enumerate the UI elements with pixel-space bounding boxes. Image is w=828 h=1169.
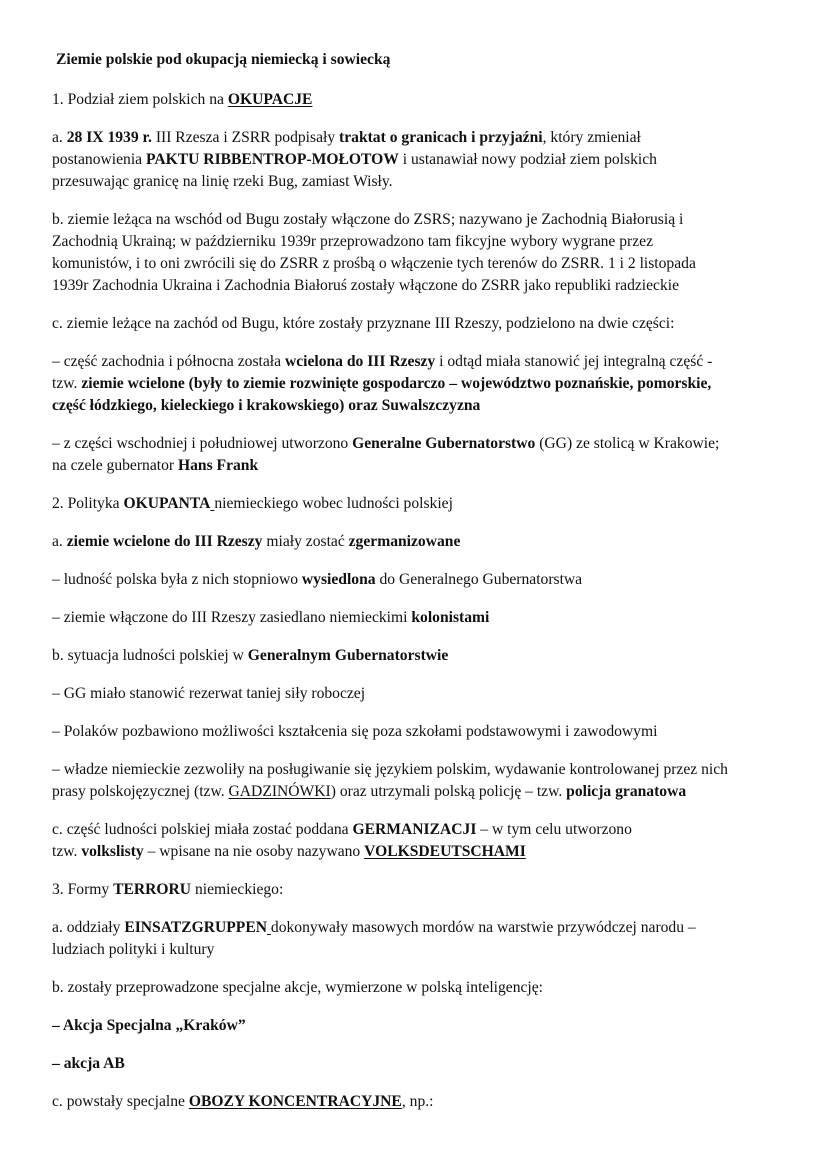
bold-text: traktat o granicach i przyjaźni bbox=[339, 129, 543, 146]
bold-underlined-text: OKUPACJE bbox=[227, 91, 313, 108]
text-segment: ludziach polityki i kultury bbox=[52, 941, 215, 958]
bold-text: część łódzkiego, kieleckiego i krakowskiego) oraz Suwalszczyzna bbox=[52, 397, 481, 414]
paragraph bbox=[52, 209, 792, 297]
paragraph bbox=[52, 917, 792, 961]
text-segment: postanowienia bbox=[52, 151, 146, 168]
text-segment: miały zostać bbox=[262, 533, 349, 550]
bold-text: policja granatowa bbox=[566, 783, 687, 800]
text-segment: b. ziemie leżąca na wschód od Bugu zostały włączone do ZSRS; nazywano je Zachodnią Białorusią i bbox=[52, 211, 684, 228]
bold-text: volkslisty bbox=[81, 843, 144, 860]
text-segment: – w tym celu utworzono bbox=[476, 821, 632, 838]
paragraph bbox=[52, 1053, 792, 1075]
bold-text: GERMANIZACJI bbox=[352, 821, 477, 838]
text-segment: – władze niemieckie zezwoliły na posługiwanie się językiem polskim, wydawanie kontrolowanej przez nich bbox=[52, 761, 728, 778]
text-segment: – ludność polska była z nich stopniowo bbox=[52, 571, 302, 588]
bold-text: ziemie wcielone (były to ziemie rozwinięte gospodarczo – województwo poznańskie, pomorskie, bbox=[81, 375, 712, 392]
bold-text: Generalne Gubernatorstwo bbox=[352, 435, 536, 452]
text-segment: c. część ludności polskiej miała zostać poddana bbox=[52, 821, 353, 838]
paragraph bbox=[52, 819, 792, 863]
text-segment: 1. Podział ziem polskich na bbox=[52, 91, 228, 108]
bold-text: – Akcja Specjalna „Kraków” bbox=[52, 1017, 246, 1034]
bold-text: kolonistami bbox=[411, 609, 490, 626]
text-segment: a. oddziały bbox=[52, 919, 125, 936]
paragraph bbox=[52, 433, 792, 477]
text-segment: niemieckiego: bbox=[191, 881, 284, 898]
text-segment: Zachodnią Ukrainą; w październiku 1939r przeprowadzono tam fikcyjne wybory wygrane przez bbox=[52, 233, 653, 250]
paragraph bbox=[52, 1015, 792, 1037]
paragraph bbox=[52, 721, 792, 743]
paragraph bbox=[52, 493, 792, 515]
bold-text: wysiedlona bbox=[301, 571, 376, 588]
text-segment: do Generalnego Gubernatorstwa bbox=[375, 571, 583, 588]
text-segment: – ziemie włączone do III Rzeszy zasiedlano niemieckimi bbox=[52, 609, 412, 626]
text-segment: , który zmieniał bbox=[542, 129, 641, 146]
underlined-text: GADZINÓWKI bbox=[228, 783, 331, 800]
text-segment: – GG miało stanowić rezerwat taniej siły roboczej bbox=[52, 685, 366, 702]
document bbox=[52, 49, 792, 1129]
bold-text: – akcja AB bbox=[52, 1055, 125, 1072]
bold-text: 28 IX 1939 r. bbox=[66, 129, 152, 146]
text-segment: ) oraz utrzymali polską policję – tzw. bbox=[330, 783, 567, 800]
text-segment: (GG) ze stolicą w Krakowie; bbox=[535, 435, 720, 452]
text-segment: a. bbox=[52, 533, 67, 550]
paragraph bbox=[52, 759, 792, 803]
text-segment: – część zachodnia i północna została bbox=[52, 353, 285, 370]
bold-text: ziemie wcielone do III Rzeszy bbox=[66, 533, 263, 550]
bold-underlined-text: OBOZY KONCENTRACYJNE bbox=[188, 1093, 402, 1110]
text-segment: a. bbox=[52, 129, 67, 146]
paragraph bbox=[52, 1091, 792, 1113]
text-segment: c. ziemie leżące na zachód od Bugu, które zostały przyznane III Rzeszy, podzielono na dwie części: bbox=[52, 315, 675, 332]
paragraph bbox=[52, 531, 792, 553]
text-segment: 2. Polityka bbox=[52, 495, 124, 512]
text-segment: i odtąd miała stanowić jej integralną część - bbox=[435, 353, 713, 370]
paragraph bbox=[52, 351, 792, 417]
bold-underlined-text: VOLKSDEUTSCHAMI bbox=[364, 843, 526, 860]
text-segment: przesuwając granicę na linię rzeki Bug, zamiast Wisły. bbox=[52, 173, 393, 190]
text-segment: niemieckiego wobec ludności polskiej bbox=[214, 495, 453, 512]
paragraph bbox=[52, 89, 792, 111]
text-segment: dokonywały masowych mordów na warstwie przywódczej narodu – bbox=[270, 919, 696, 936]
paragraph bbox=[52, 607, 792, 629]
text-segment: b. sytuacja ludności polskiej w bbox=[52, 647, 248, 664]
document-body bbox=[52, 89, 792, 1113]
text-segment: 3. Formy bbox=[52, 881, 114, 898]
text-segment: , np.: bbox=[401, 1093, 434, 1110]
bold-text: wcielona do III Rzeszy bbox=[284, 353, 436, 370]
text-segment: c. powstały specjalne bbox=[52, 1093, 189, 1110]
paragraph bbox=[52, 645, 792, 667]
paragraph bbox=[52, 127, 792, 193]
text-segment: i ustanawiał nowy podział ziem polskich bbox=[398, 151, 657, 168]
bold-text: OKUPANTA bbox=[123, 495, 211, 512]
document-title: Ziemie polskie pod okupacją niemiecką i sowiecką bbox=[56, 51, 391, 68]
bold-text: Hans Frank bbox=[177, 457, 259, 474]
paragraph bbox=[52, 313, 792, 335]
bold-text: Generalnym Gubernatorstwie bbox=[247, 647, 449, 664]
bold-text: zgermanizowane bbox=[348, 533, 461, 550]
text-segment: b. zostały przeprowadzone specjalne akcje, wymierzone w polską inteligencję: bbox=[52, 979, 544, 996]
text-segment: prasy polskojęzycznej (tzw. bbox=[52, 783, 229, 800]
text-segment: na czele gubernator bbox=[52, 457, 178, 474]
text-segment: – Polaków pozbawiono możliwości kształcenia się poza szkołami podstawowymi i zawodowymi bbox=[52, 723, 658, 740]
text-segment: 1939r Zachodnia Ukraina i Zachodnia Białoruś zostały włączone do ZSRR jako republiki radzieckie bbox=[52, 277, 680, 294]
text-segment: – wpisane na nie osoby nazywano bbox=[143, 843, 365, 860]
bold-text: EINSATZGRUPPEN bbox=[124, 919, 267, 936]
text-segment: komunistów, i to oni zwrócili się do ZSRR z prośbą o włączenie tych terenów do ZSRR. 1 i 2 listopada bbox=[52, 255, 696, 272]
bold-text: PAKTU RIBBENTROP-MOŁOTOW bbox=[145, 151, 399, 168]
text-segment: – z części wschodniej i południowej utworzono bbox=[52, 435, 353, 452]
paragraph bbox=[52, 683, 792, 705]
text-segment: III Rzesza i ZSRR podpisały bbox=[151, 129, 340, 146]
paragraph bbox=[52, 569, 792, 591]
bold-text: TERRORU bbox=[113, 881, 192, 898]
paragraph bbox=[52, 879, 792, 901]
text-segment: tzw. bbox=[52, 375, 82, 392]
paragraph bbox=[52, 977, 792, 999]
text-segment: tzw. bbox=[52, 843, 82, 860]
